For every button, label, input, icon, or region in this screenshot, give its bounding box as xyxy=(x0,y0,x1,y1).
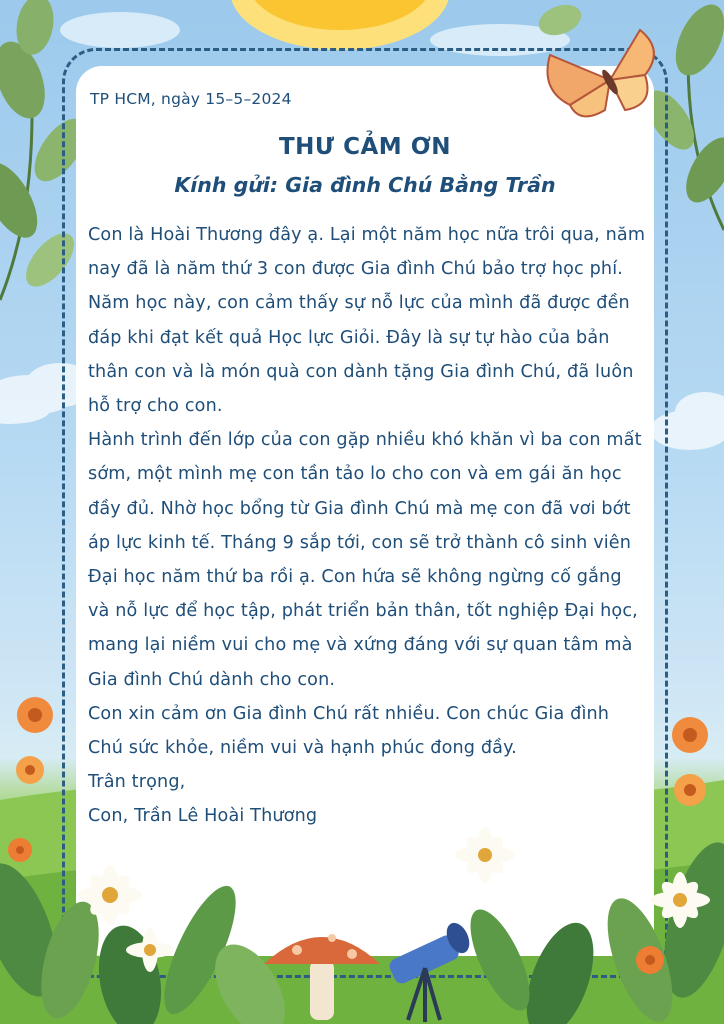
letter-date: TP HCM, ngày 15–5–2024 xyxy=(90,90,292,108)
letter-signature: Con, Trần Lê Hoài Thương xyxy=(88,806,318,827)
letter-paragraph: Hành trình đến lớp của con gặp nhiều khó khăn vì ba con mất sớm, một mình mẹ con tần tảo lo cho con và em gái ăn học đầy đủ. Nhờ học bổng từ Gia đình Chú mà mẹ con đã vơi bớt áp lực kinh tế. Tháng 9 sắp tới, con sẽ trở thành cô sinh viên Đại học năm thứ ba rồi ạ. Con hứa sẽ không ngừng cố gắng và nỗ lực để học tập, phát triển bản thân, tốt nghiệp Đại học, mang lại niềm vui cho mẹ và xứng đáng với sự quan tâm mà Gia đình Chú dành cho con. xyxy=(88,430,642,690)
letter-paragraph: Con là Hoài Thương đây ạ. Lại một năm học nữa trôi qua, năm nay đã là năm thứ 3 con được Gia đình Chú bảo trợ học phí. Năm học này, con cảm thấy sự nỗ lực của mình đã được đền đáp khi đạt kết quả Học lực Giỏi. Đây là sự tự hào của bản thân con và là món quà con dành tặng Gia đình Chú, đã luôn hỗ trợ cho con. xyxy=(88,225,646,417)
letter-paragraph: Con xin cảm ơn Gia đình Chú rất nhiều. Con chúc Gia đình Chú sức khỏe, niềm vui và hạnh phúc đong đầy. xyxy=(88,703,610,759)
letter-salutation: Kính gửi: Gia đình Chú Bằng Trần xyxy=(174,173,556,197)
letter-body xyxy=(88,218,648,834)
letter-closing: Trân trọng, xyxy=(88,772,186,793)
sun xyxy=(230,0,450,50)
letter-title: THƯ CẢM ƠN xyxy=(278,134,452,160)
